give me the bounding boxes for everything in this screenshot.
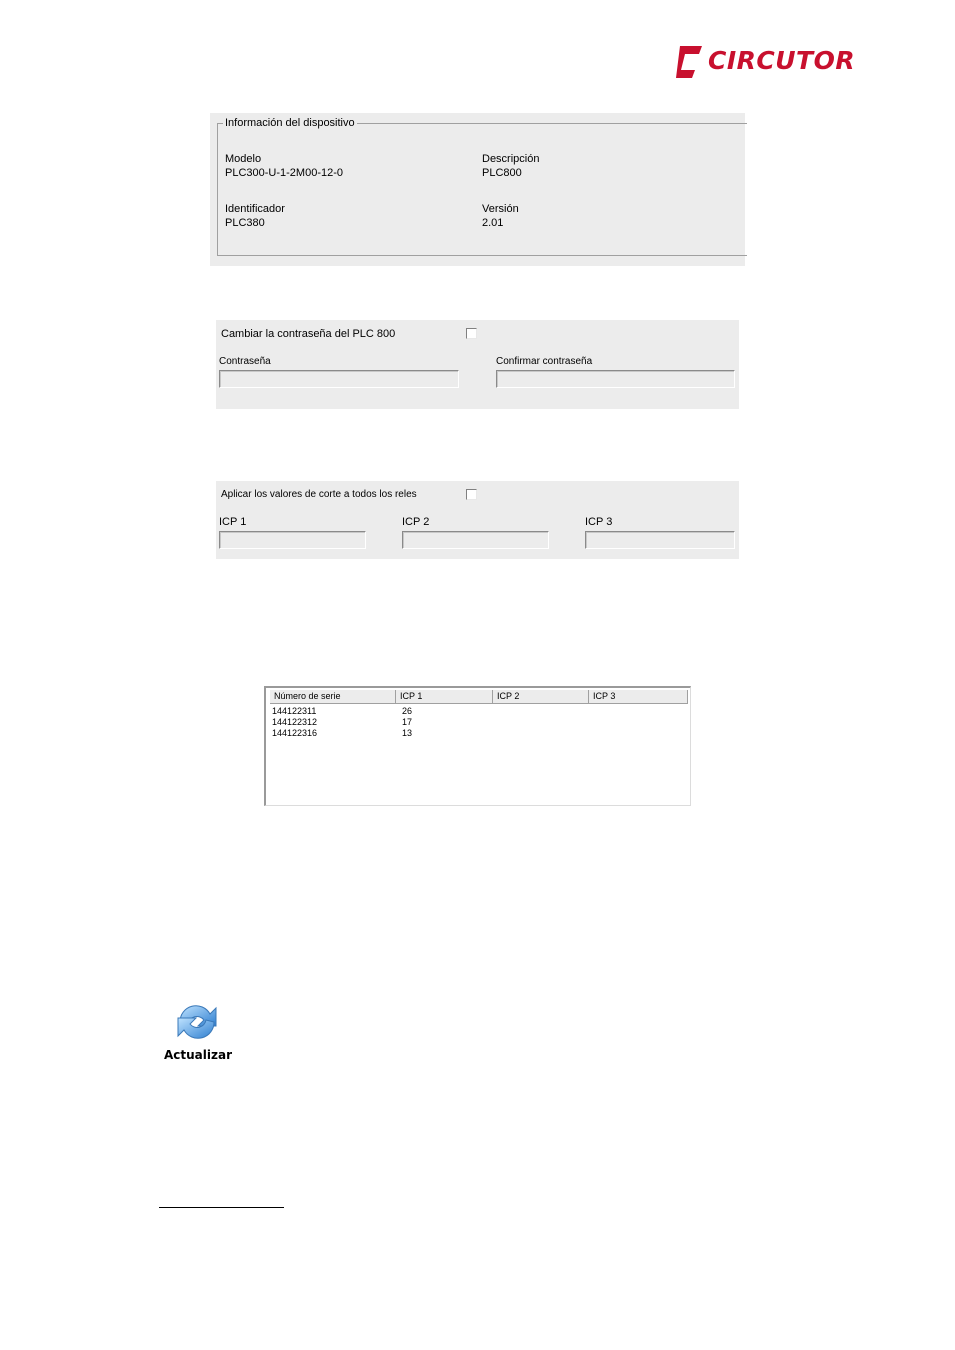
version-label: Versión bbox=[482, 203, 519, 215]
confirmar-contrasena-label: Confirmar contraseña bbox=[496, 356, 593, 367]
icp-panel bbox=[216, 481, 739, 559]
column-header-icp1[interactable]: ICP 1 bbox=[396, 690, 493, 703]
contrasena-label: Contraseña bbox=[219, 356, 271, 367]
device-info-groupbox bbox=[217, 123, 747, 256]
apply-all-relays-label: Aplicar los valores de corte a todos los reles bbox=[221, 489, 417, 500]
cell-icp1: 13 bbox=[402, 728, 413, 738]
identificador-value: PLC380 bbox=[225, 217, 265, 229]
change-password-checkbox[interactable] bbox=[466, 328, 477, 339]
confirmar-contrasena-input[interactable] bbox=[496, 370, 735, 388]
column-header-serial[interactable]: Número de serie bbox=[270, 690, 396, 703]
cell-icp1: 17 bbox=[402, 717, 413, 727]
contrasena-input[interactable] bbox=[219, 370, 459, 388]
descripcion-label: Descripción bbox=[482, 153, 540, 165]
identificador-label: Identificador bbox=[225, 203, 285, 215]
icp3-label: ICP 3 bbox=[585, 516, 613, 528]
relay-table[interactable] bbox=[264, 686, 691, 806]
icp2-label: ICP 2 bbox=[402, 516, 430, 528]
icp2-input[interactable] bbox=[402, 531, 549, 549]
device-info-legend: Información del dispositivo bbox=[225, 117, 355, 129]
refresh-button[interactable] bbox=[160, 998, 235, 1068]
table-header bbox=[270, 690, 688, 704]
cell-serial: 144122316 bbox=[272, 728, 318, 738]
column-header-icp3[interactable]: ICP 3 bbox=[589, 690, 688, 703]
refresh-label: Actualizar bbox=[164, 1048, 233, 1062]
version-value: 2.01 bbox=[482, 217, 504, 229]
apply-all-relays-checkbox[interactable] bbox=[466, 489, 477, 500]
circutor-logo-icon bbox=[672, 44, 706, 80]
refresh-icon bbox=[172, 1000, 222, 1044]
footnote-separator bbox=[159, 1207, 284, 1208]
device-info-panel bbox=[210, 113, 745, 266]
cell-serial: 144122312 bbox=[272, 717, 318, 727]
modelo-value: PLC300-U-1-2M00-12-0 bbox=[225, 167, 343, 179]
modelo-label: Modelo bbox=[225, 153, 262, 165]
icp3-input[interactable] bbox=[585, 531, 735, 549]
column-header-icp2[interactable]: ICP 2 bbox=[493, 690, 589, 703]
cell-serial: 144122311 bbox=[272, 706, 317, 716]
icp1-label: ICP 1 bbox=[219, 516, 247, 528]
descripcion-value: PLC800 bbox=[482, 167, 522, 179]
change-password-label: Cambiar la contraseña del PLC 800 bbox=[221, 328, 396, 340]
password-panel bbox=[216, 320, 739, 409]
cell-icp1: 26 bbox=[402, 706, 413, 716]
circutor-logo bbox=[672, 42, 856, 82]
icp1-input[interactable] bbox=[219, 531, 366, 549]
brand-name: CIRCUTOR bbox=[708, 46, 856, 75]
